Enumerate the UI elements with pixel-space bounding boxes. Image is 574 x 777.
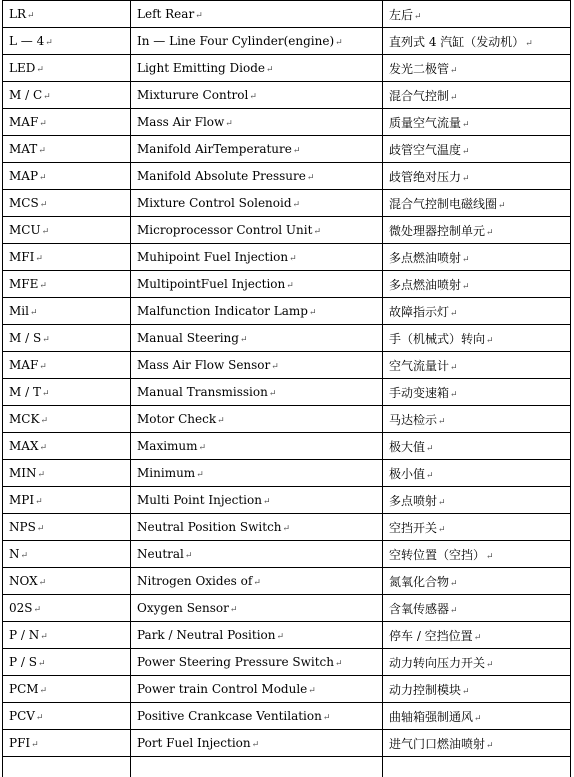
cell-english (131, 28, 383, 55)
cell-english (131, 730, 383, 757)
cell-abbr (3, 703, 131, 730)
table-row (3, 352, 571, 379)
chinese-text: 混合气控制电磁线圈 (389, 197, 497, 211)
paragraph-mark-icon: ↵ (486, 741, 494, 751)
table-row (3, 757, 571, 777)
paragraph-mark-icon: ↵ (450, 606, 458, 616)
table-row (3, 514, 571, 541)
english-text: Mass Air Flow Sensor (137, 358, 270, 372)
paragraph-mark-icon: ↵ (263, 497, 271, 507)
chinese-text: 故障指示灯 (389, 305, 449, 319)
paragraph-mark-icon: ↵ (438, 498, 446, 508)
paragraph-mark-icon: ↵ (335, 38, 343, 48)
table-row (3, 433, 571, 460)
cell-chinese (383, 406, 571, 433)
cell-abbr (3, 163, 131, 190)
paragraph-mark-icon: ↵ (450, 579, 458, 589)
paragraph-mark-icon: ↵ (185, 551, 193, 561)
chinese-text: 质量空气流量 (389, 116, 461, 130)
cell-chinese (383, 379, 571, 406)
cell-english (131, 163, 383, 190)
table-row (3, 487, 571, 514)
cell-chinese (383, 649, 571, 676)
chinese-text: 空转位置（空挡） (389, 548, 485, 562)
chinese-text: 进气门口燃油喷射 (389, 737, 485, 751)
cell-english (131, 217, 383, 244)
chinese-text: 发光二极管 (389, 62, 449, 76)
abbr-text: M / T (9, 385, 41, 399)
table-row (3, 55, 571, 82)
cell-english (131, 136, 383, 163)
cell-english (131, 82, 383, 109)
cell-chinese (383, 514, 571, 541)
abbr-text: MCS (9, 196, 39, 210)
cell-english (131, 622, 383, 649)
table-row (3, 298, 571, 325)
cell-abbr (3, 190, 131, 217)
chinese-text: 多点燃油喷射 (389, 251, 461, 265)
table-row (3, 406, 571, 433)
paragraph-mark-icon: ↵ (283, 524, 291, 534)
table-body (3, 1, 571, 777)
paragraph-mark-icon: ↵ (486, 552, 494, 562)
cell-chinese (383, 541, 571, 568)
paragraph-mark-icon: ↵ (39, 173, 47, 183)
table-row (3, 379, 571, 406)
cell-english (131, 541, 383, 568)
chinese-text: 氮氧化合物 (389, 575, 449, 589)
paragraph-mark-icon: ↵ (36, 713, 44, 723)
cell-abbr (3, 82, 131, 109)
table-row (3, 109, 571, 136)
cell-chinese (383, 325, 571, 352)
paragraph-mark-icon: ↵ (462, 255, 470, 265)
paragraph-mark-icon: ↵ (438, 525, 446, 535)
abbr-text: MFI (9, 250, 34, 264)
table-row (3, 28, 571, 55)
english-text: Nitrogen Oxides of (137, 574, 252, 588)
paragraph-mark-icon: ↵ (37, 524, 45, 534)
chinese-text: 直列式 4 汽缸（发动机） (389, 35, 524, 49)
paragraph-mark-icon: ↵ (40, 632, 48, 642)
chinese-text: 动力控制模块 (389, 683, 461, 697)
cell-english (131, 757, 383, 777)
paragraph-mark-icon: ↵ (323, 713, 331, 723)
paragraph-mark-icon: ↵ (462, 174, 470, 184)
table-row (3, 190, 571, 217)
table-row (3, 1, 571, 28)
paragraph-mark-icon: ↵ (462, 120, 470, 130)
paragraph-mark-icon: ↵ (286, 281, 294, 291)
english-text: Minimum (137, 466, 195, 480)
chinese-text: 空气流量计 (389, 359, 449, 373)
paragraph-mark-icon: ↵ (293, 146, 301, 156)
chinese-text: 歧管绝对压力 (389, 170, 461, 184)
paragraph-mark-icon: ↵ (35, 254, 43, 264)
paragraph-mark-icon: ↵ (225, 119, 233, 129)
table-row (3, 730, 571, 757)
paragraph-mark-icon: ↵ (450, 309, 458, 319)
paragraph-mark-icon: ↵ (40, 443, 48, 453)
cell-chinese (383, 244, 571, 271)
cell-chinese (383, 109, 571, 136)
cell-english (131, 406, 383, 433)
cell-abbr (3, 136, 131, 163)
cell-english (131, 244, 383, 271)
abbr-text: MAF (9, 115, 38, 129)
paragraph-mark-icon: ↵ (450, 93, 458, 103)
english-text: Microprocessor Control Unit (137, 223, 312, 237)
english-text: Manual Transmission (137, 385, 268, 399)
cell-abbr (3, 217, 131, 244)
table-row (3, 541, 571, 568)
table-row (3, 163, 571, 190)
table-row (3, 271, 571, 298)
cell-chinese (383, 730, 571, 757)
paragraph-mark-icon: ↵ (253, 578, 261, 588)
cell-chinese (383, 568, 571, 595)
english-text: Park / Neutral Position (137, 628, 276, 642)
abbr-text: MAF (9, 358, 38, 372)
cell-abbr (3, 676, 131, 703)
cell-chinese (383, 703, 571, 730)
cell-abbr (3, 757, 131, 777)
cell-english (131, 352, 383, 379)
abbr-text: M / S (9, 331, 41, 345)
english-text: Neutral (137, 547, 184, 561)
cell-chinese (383, 1, 571, 28)
cell-abbr (3, 28, 131, 55)
abbr-text: M / C (9, 88, 42, 102)
paragraph-mark-icon: ↵ (42, 389, 50, 399)
cell-abbr (3, 649, 131, 676)
english-text: Neutral Position Switch (137, 520, 282, 534)
cell-abbr (3, 622, 131, 649)
paragraph-mark-icon: ↵ (335, 659, 343, 669)
cell-english (131, 460, 383, 487)
paragraph-mark-icon: ↵ (31, 740, 39, 750)
paragraph-mark-icon: ↵ (230, 605, 238, 615)
paragraph-mark-icon: ↵ (252, 740, 260, 750)
paragraph-mark-icon: ↵ (42, 227, 50, 237)
paragraph-mark-icon: ↵ (525, 39, 533, 49)
abbreviation-table (2, 0, 571, 777)
paragraph-mark-icon: ↵ (39, 362, 47, 372)
english-text: Muhipoint Fuel Injection (137, 250, 288, 264)
abbr-text: 02S (9, 601, 33, 615)
paragraph-mark-icon: ↵ (34, 605, 42, 615)
cell-abbr (3, 433, 131, 460)
cell-english (131, 649, 383, 676)
cell-chinese (383, 136, 571, 163)
english-text: Mass Air Flow (137, 115, 224, 129)
table-row (3, 622, 571, 649)
english-text: Light Emitting Diode (137, 61, 265, 75)
paragraph-mark-icon: ↵ (38, 659, 46, 669)
cell-abbr (3, 541, 131, 568)
table-row (3, 217, 571, 244)
paragraph-mark-icon: ↵ (38, 146, 46, 156)
cell-abbr (3, 595, 131, 622)
abbr-text: P / N (9, 628, 39, 642)
cell-abbr (3, 379, 131, 406)
cell-abbr (3, 271, 131, 298)
cell-abbr (3, 460, 131, 487)
paragraph-mark-icon: ↵ (196, 470, 204, 480)
paragraph-mark-icon: ↵ (462, 147, 470, 157)
paragraph-mark-icon: ↵ (27, 11, 35, 21)
cell-english (131, 514, 383, 541)
cell-abbr (3, 244, 131, 271)
cell-english (131, 433, 383, 460)
table-row (3, 703, 571, 730)
paragraph-mark-icon: ↵ (486, 336, 494, 346)
paragraph-mark-icon: ↵ (474, 633, 482, 643)
paragraph-mark-icon: ↵ (426, 471, 434, 481)
cell-english (131, 109, 383, 136)
table-row (3, 595, 571, 622)
cell-english (131, 190, 383, 217)
cell-chinese (383, 298, 571, 325)
paragraph-mark-icon: ↵ (450, 363, 458, 373)
cell-abbr (3, 298, 131, 325)
table-row (3, 649, 571, 676)
abbr-text: LR (9, 7, 26, 21)
paragraph-mark-icon: ↵ (307, 173, 315, 183)
paragraph-mark-icon: ↵ (40, 200, 48, 210)
cell-chinese (383, 487, 571, 514)
paragraph-mark-icon: ↵ (438, 417, 446, 427)
chinese-text: 多点燃油喷射 (389, 278, 461, 292)
paragraph-mark-icon: ↵ (486, 660, 494, 670)
paragraph-mark-icon: ↵ (36, 65, 44, 75)
table-row (3, 244, 571, 271)
abbr-text: L — 4 (9, 34, 44, 48)
cell-abbr (3, 325, 131, 352)
table-row (3, 136, 571, 163)
abbr-text: PFI (9, 736, 30, 750)
paragraph-mark-icon: ↵ (21, 551, 29, 561)
abbr-text: MIN (9, 466, 37, 480)
cell-abbr (3, 487, 131, 514)
cell-abbr (3, 406, 131, 433)
cell-abbr (3, 730, 131, 757)
cell-english (131, 595, 383, 622)
abbr-text: MFE (9, 277, 38, 291)
english-text: Manifold AirTemperature (137, 142, 292, 156)
english-text: Malfunction Indicator Lamp (137, 304, 308, 318)
cell-chinese (383, 55, 571, 82)
english-text: Mixture Control Solenoid (137, 196, 292, 210)
paragraph-mark-icon: ↵ (462, 282, 470, 292)
cell-chinese (383, 433, 571, 460)
cell-english (131, 487, 383, 514)
paragraph-mark-icon: ↵ (289, 254, 297, 264)
abbr-text: MCK (9, 412, 39, 426)
chinese-text: 动力转向压力开关 (389, 656, 485, 670)
table-row (3, 325, 571, 352)
paragraph-mark-icon: ↵ (498, 201, 506, 211)
cell-abbr (3, 568, 131, 595)
abbr-text: PCV (9, 709, 35, 723)
chinese-text: 停车 / 空挡位置 (389, 629, 473, 643)
cell-chinese (383, 82, 571, 109)
paragraph-mark-icon: ↵ (30, 308, 38, 318)
paragraph-mark-icon: ↵ (450, 390, 458, 400)
abbr-text: MCU (9, 223, 41, 237)
english-text: Power Steering Pressure Switch (137, 655, 334, 669)
english-text: Manifold Absolute Pressure (137, 169, 306, 183)
english-text: Power train Control Module (137, 682, 307, 696)
chinese-text: 微处理器控制单元 (389, 224, 485, 238)
paragraph-mark-icon: ↵ (450, 66, 458, 76)
chinese-text: 极小值 (389, 467, 425, 481)
english-text: In — Line Four Cylinder(engine) (137, 34, 334, 48)
paragraph-mark-icon: ↵ (293, 200, 301, 210)
paragraph-mark-icon: ↵ (199, 443, 207, 453)
cell-english (131, 568, 383, 595)
cell-chinese (383, 271, 571, 298)
paragraph-mark-icon: ↵ (40, 686, 48, 696)
table-row (3, 676, 571, 703)
paragraph-mark-icon: ↵ (39, 281, 47, 291)
cell-chinese (383, 190, 571, 217)
english-text: MultipointFuel Injection (137, 277, 285, 291)
cell-chinese (383, 595, 571, 622)
cell-abbr (3, 514, 131, 541)
chinese-text: 手（机械式）转向 (389, 332, 485, 346)
abbr-text: NOX (9, 574, 38, 588)
abbr-text: LED (9, 61, 35, 75)
paragraph-mark-icon: ↵ (35, 497, 43, 507)
chinese-text: 多点喷射 (389, 494, 437, 508)
cell-chinese (383, 622, 571, 649)
paragraph-mark-icon: ↵ (39, 578, 47, 588)
chinese-text: 空挡开关 (389, 521, 437, 535)
abbr-text: MAP (9, 169, 38, 183)
cell-english (131, 1, 383, 28)
cell-chinese (383, 676, 571, 703)
paragraph-mark-icon: ↵ (474, 714, 482, 724)
paragraph-mark-icon: ↵ (309, 308, 317, 318)
english-text: Left Rear (137, 7, 194, 21)
abbr-text: NPS (9, 520, 36, 534)
cell-chinese (383, 28, 571, 55)
chinese-text: 手动变速箱 (389, 386, 449, 400)
abbr-text: PCM (9, 682, 39, 696)
english-text: Port Fuel Injection (137, 736, 251, 750)
paragraph-mark-icon: ↵ (313, 227, 321, 237)
abbr-text: N (9, 547, 20, 561)
chinese-text: 歧管空气温度 (389, 143, 461, 157)
paragraph-mark-icon: ↵ (426, 444, 434, 454)
paragraph-mark-icon: ↵ (42, 335, 50, 345)
paragraph-mark-icon: ↵ (414, 12, 422, 22)
paragraph-mark-icon: ↵ (269, 389, 277, 399)
cell-english (131, 379, 383, 406)
english-text: Multi Point Injection (137, 493, 262, 507)
chinese-text: 含氧传感器 (389, 602, 449, 616)
table-row (3, 82, 571, 109)
paragraph-mark-icon: ↵ (39, 119, 47, 129)
paragraph-mark-icon: ↵ (195, 11, 203, 21)
paragraph-mark-icon: ↵ (40, 416, 48, 426)
english-text: Mixturure Control (137, 88, 248, 102)
chinese-text: 极大值 (389, 440, 425, 454)
english-text: Positive Crankcase Ventilation (137, 709, 322, 723)
paragraph-mark-icon: ↵ (486, 228, 494, 238)
cell-abbr (3, 352, 131, 379)
table-row (3, 460, 571, 487)
abbr-text: MAT (9, 142, 37, 156)
chinese-text: 曲轴箱强制通风 (389, 710, 473, 724)
paragraph-mark-icon: ↵ (462, 687, 470, 697)
cell-english (131, 676, 383, 703)
table-row (3, 568, 571, 595)
paragraph-mark-icon: ↵ (249, 92, 257, 102)
paragraph-mark-icon: ↵ (240, 335, 248, 345)
abbr-text: MAX (9, 439, 39, 453)
paragraph-mark-icon: ↵ (308, 686, 316, 696)
chinese-text: 马达检示 (389, 413, 437, 427)
paragraph-mark-icon: ↵ (266, 65, 274, 75)
cell-chinese (383, 757, 571, 777)
paragraph-mark-icon: ↵ (277, 632, 285, 642)
abbr-text: Mil (9, 304, 29, 318)
cell-chinese (383, 217, 571, 244)
cell-english (131, 55, 383, 82)
abbr-text: MPI (9, 493, 34, 507)
chinese-text: 混合气控制 (389, 89, 449, 103)
abbr-text: P / S (9, 655, 37, 669)
english-text: Motor Check (137, 412, 216, 426)
paragraph-mark-icon: ↵ (271, 362, 279, 372)
english-text: Maximum (137, 439, 198, 453)
cell-english (131, 325, 383, 352)
cell-chinese (383, 163, 571, 190)
paragraph-mark-icon: ↵ (38, 470, 46, 480)
cell-chinese (383, 460, 571, 487)
english-text: Manual Steering (137, 331, 239, 345)
english-text: Oxygen Sensor (137, 601, 229, 615)
cell-english (131, 298, 383, 325)
chinese-text: 左后 (389, 8, 413, 22)
cell-chinese (383, 352, 571, 379)
cell-abbr (3, 109, 131, 136)
paragraph-mark-icon: ↵ (43, 92, 51, 102)
cell-abbr (3, 1, 131, 28)
cell-english (131, 703, 383, 730)
cell-english (131, 271, 383, 298)
paragraph-mark-icon: ↵ (45, 38, 53, 48)
paragraph-mark-icon: ↵ (217, 416, 225, 426)
cell-abbr (3, 55, 131, 82)
